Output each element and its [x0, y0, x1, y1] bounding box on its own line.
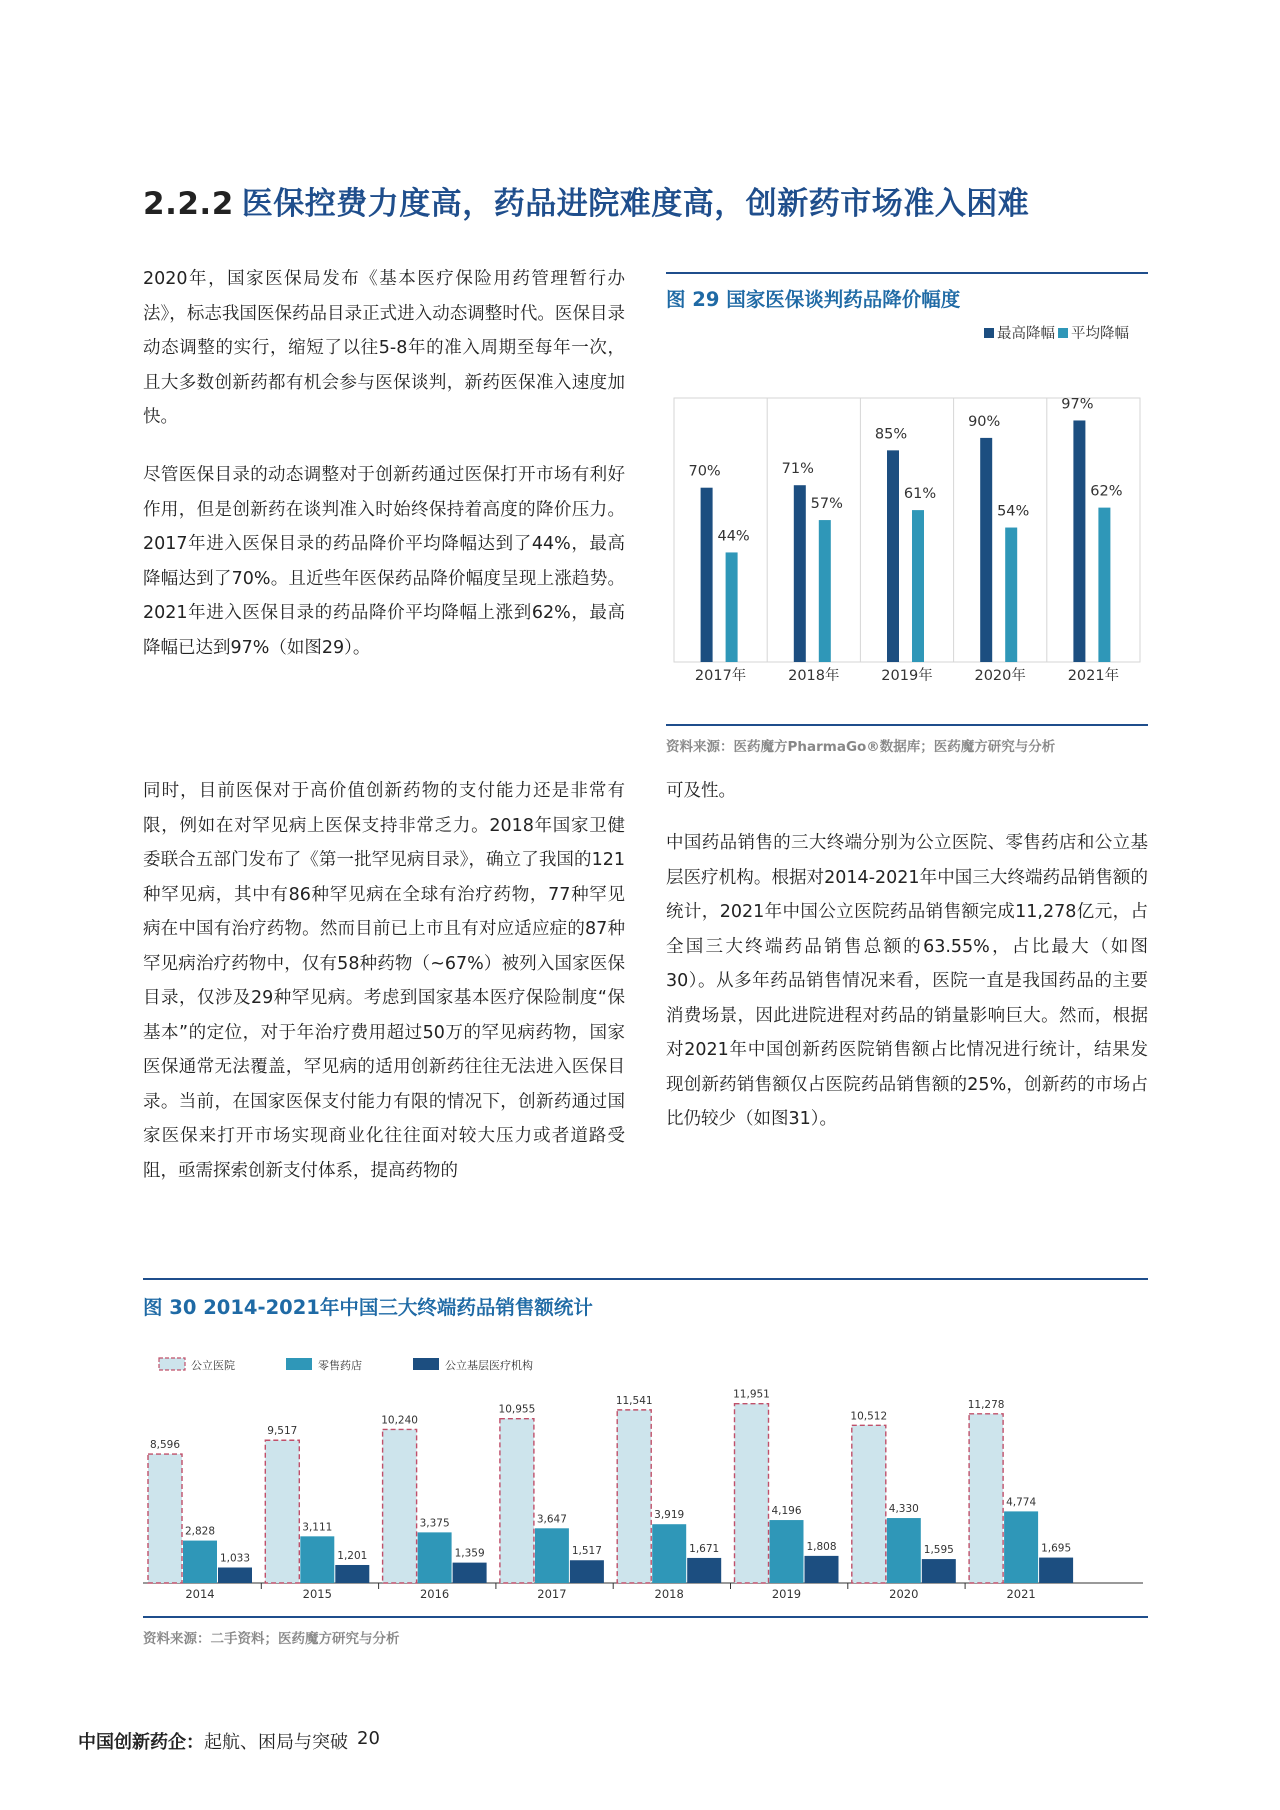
fig30-bar-grassroots — [335, 1565, 369, 1583]
fig29-data-label: 90% — [968, 413, 1001, 430]
fig30-data-label: 4,774 — [1006, 1496, 1037, 1509]
fig30-x-tick: 2014 — [185, 1587, 215, 1601]
fig30-legend-swatch-1 — [286, 1358, 312, 1370]
fig30-data-label: 3,375 — [419, 1517, 450, 1530]
fig29-bar-max — [980, 438, 992, 662]
fig30-bottom-rule — [143, 1616, 1148, 1618]
fig30-bar-hospital — [969, 1414, 1003, 1583]
fig30-bar-grassroots — [218, 1568, 252, 1583]
fig30-data-label: 4,330 — [888, 1503, 919, 1516]
section-title: 医保控费力度高，药品进院难度高，创新药市场准入困难 — [241, 186, 1030, 222]
fig29-legend-swatch-1 — [1058, 328, 1068, 338]
paragraph-1: 2020年，国家医保局发布《基本医疗保险用药管理暂行办法》，标志我国医保药品目录正式进入动态调整时代。医保目录动态调整的实行，缩短了以往5-8年的准入周期至每年一次，且大多数创新药都有机会参与医保谈判，新药医保准入速度加快。 — [143, 269, 625, 427]
fig29-data-label: 44% — [717, 528, 750, 545]
fig29-data-label: 62% — [1090, 483, 1123, 500]
paragraph-2: 尽管医保目录的动态调整对于创新药通过医保打开市场有利好作用，但是创新药在谈判准入时始终保持着高度的降价压力。2017年进入医保目录的药品降价平均降幅达到了44%，最高降幅达到了70%。且近些年医保药品降价幅度呈现上涨趋势。2021年进入医保目录的药品降价平均降幅上涨到62%，最高降幅已达到97%（如图29）。 — [143, 465, 625, 658]
fig30-x-tick: 2021 — [1006, 1587, 1036, 1601]
fig30-data-label: 1,808 — [806, 1540, 837, 1553]
section-number: 2.2.2 — [143, 186, 234, 222]
fig29-bottom-rule — [666, 724, 1148, 726]
fig30-data-label: 11,278 — [967, 1398, 1005, 1411]
fig29-bar-max — [794, 485, 806, 662]
fig30-data-label: 1,201 — [337, 1549, 368, 1562]
fig30-bar-hospital — [735, 1404, 769, 1583]
fig30-bar-retail — [770, 1520, 804, 1583]
fig30-bar-hospital — [617, 1410, 651, 1583]
fig30-x-tick: 2017 — [537, 1587, 567, 1601]
fig30-title: 图 30 2014-2021年中国三大终端药品销售额统计 — [143, 1296, 593, 1319]
fig30-data-label: 8,596 — [149, 1439, 181, 1452]
fig29-data-label: 97% — [1061, 396, 1094, 413]
fig30-bar-hospital — [383, 1429, 417, 1583]
fig30-x-tick: 2015 — [302, 1587, 332, 1601]
fig30-data-label: 1,671 — [689, 1542, 720, 1555]
fig30-data-label: 11,951 — [733, 1388, 770, 1401]
footer-title — [78, 1728, 348, 1754]
fig30-data-label: 1,595 — [923, 1544, 954, 1557]
footer-title-rest: 起航、困局与突破 — [204, 1732, 348, 1753]
fig29-data-label: 70% — [688, 463, 721, 480]
fig30-data-label: 3,111 — [302, 1521, 333, 1534]
fig30-x-tick: 2020 — [889, 1587, 919, 1601]
fig30-bar-hospital — [500, 1419, 534, 1583]
fig30-data-label: 2,828 — [184, 1525, 216, 1538]
fig29-legend-label-1: 平均降幅 — [1071, 326, 1129, 342]
fig29-legend-swatch-0 — [984, 328, 994, 338]
fig30-x-tick: 2019 — [771, 1587, 802, 1601]
fig30-top-rule — [143, 1278, 1148, 1280]
fig29-x-tick: 2020年 — [974, 668, 1026, 684]
fig30-bar-grassroots — [1039, 1558, 1073, 1583]
fig29-legend-label-0: 最高降幅 — [997, 326, 1055, 342]
fig29-data-label: 61% — [903, 486, 937, 503]
fig29-bar-avg — [1098, 508, 1110, 662]
fig30-bar-retail — [535, 1528, 569, 1583]
fig29-bar-avg — [726, 552, 738, 662]
fig30-data-label: 3,647 — [536, 1513, 567, 1526]
fig29-bar-avg — [1005, 528, 1017, 662]
fig30-bar-retail — [652, 1524, 686, 1583]
fig29-bar-max — [887, 450, 899, 662]
footer-title-bold: 中国创新药企： — [78, 1732, 204, 1753]
fig30-data-label: 1,359 — [454, 1547, 485, 1560]
fig29-data-label: 54% — [997, 503, 1030, 520]
fig30-data-label: 4,196 — [771, 1505, 802, 1518]
fig30-x-tick: 2018 — [654, 1587, 684, 1601]
fig30-data-label: 1,517 — [571, 1545, 602, 1558]
fig30-x-tick: 2016 — [419, 1587, 450, 1601]
fig30-bar-retail — [1004, 1511, 1038, 1583]
fig30-bar-grassroots — [805, 1556, 839, 1583]
fig30-data-label: 3,919 — [654, 1509, 685, 1522]
fig29-x-tick: 2019年 — [881, 668, 933, 684]
fig30-legend-swatch-0 — [159, 1358, 185, 1370]
paragraph-3: 同时，目前医保对于高价值创新药物的支付能力还是非常有限，例如在对罕见病上医保支持非常乏力。2018年国家卫健委联合五部门发布了《第一批罕见病目录》，确立了我国的121种罕见病，其中有86种罕见病在全球有治疗药物，77种罕见病在中国有治疗药物。然而目前已上市且有对应适应症的87种罕见病治疗药物中，仅有58种药物（~67%）被列入国家医保目录，仅涉及29种罕见病。考虑到国家基本医疗保险制度“保基本”的定位，对于年治疗费用超过50万的罕见病药物，国家医保通常无法覆盖，罕见病的适用创新药往往无法进入医保目录。当前，在国家医保支付能力有限的情况下，创新药通过国家医保来打开市场实现商业化往往面对较大压力或者道路受阻，亟需探索创新支付体系，提高药物的 — [143, 781, 625, 1181]
fig29-data-label: 57% — [810, 496, 843, 513]
fig29-data-label: 71% — [781, 461, 814, 478]
fig30-data-label: 10,512 — [850, 1410, 888, 1423]
fig30-data-label: 1,695 — [1041, 1542, 1072, 1555]
fig30-legend-label-2: 公立基层医疗机构 — [445, 1359, 533, 1372]
fig30-data-label: 10,240 — [381, 1414, 418, 1427]
fig30-bar-hospital — [265, 1440, 299, 1583]
fig30-bar-grassroots — [687, 1558, 721, 1583]
fig30-legend-label-1: 零售药店 — [318, 1359, 362, 1372]
fig29-chart — [666, 318, 1148, 718]
fig30-data-label: 11,541 — [615, 1394, 653, 1407]
fig30-bar-hospital — [852, 1425, 886, 1583]
fig30-bar-hospital — [148, 1454, 182, 1583]
fig30-bar-retail — [300, 1536, 334, 1583]
fig30-bar-retail — [887, 1518, 921, 1583]
fig29-source: 资料来源：医药魔方PharmaGo®数据库；医药魔方研究与分析 — [666, 739, 1056, 755]
fig30-bar-grassroots — [453, 1563, 487, 1583]
fig29-x-tick: 2021年 — [1067, 668, 1120, 684]
fig30-bar-grassroots — [570, 1560, 604, 1583]
fig30-legend-label-0: 公立医院 — [191, 1359, 235, 1372]
fig30-bar-retail — [418, 1532, 452, 1583]
fig29-top-rule — [666, 272, 1148, 274]
fig30-data-label: 1,033 — [219, 1552, 251, 1565]
fig29-bar-max — [701, 488, 713, 662]
fig30-data-label: 9,517 — [267, 1425, 298, 1438]
fig29-bar-max — [1073, 420, 1085, 662]
fig29-data-label: 85% — [874, 426, 908, 443]
fig29-x-tick: 2018年 — [788, 668, 840, 684]
fig29-title: 图 29 国家医保谈判药品降价幅度 — [666, 288, 961, 311]
fig30-data-label: 10,955 — [498, 1403, 536, 1416]
fig29-x-tick: 2017年 — [694, 668, 747, 684]
section-heading — [143, 178, 1029, 223]
fig30-bar-retail — [183, 1541, 217, 1583]
paragraph-5: 中国药品销售的三大终端分别为公立医院、零售药店和公立基层医疗机构。根据对2014-2021年中国三大终端药品销售额的统计，2021年中国公立医院药品销售额完成11,278亿元，占全国三大终端药品销售总额的63.55%，占比最大（如图30）。从多年药品销售情况来看，医院一直是我国药品的主要消费场景，因此进院进程对药品的销量影响巨大。然而，根据对2021年中国创新药医院销售额占比情况进行统计，结果发现创新药销售额仅占医院药品销售额的25%，创新药的市场占比仍较少（如图31）。 — [666, 833, 1148, 1129]
fig30-source: 资料来源：二手资料；医药魔方研究与分析 — [143, 1631, 400, 1647]
fig30-bar-grassroots — [922, 1559, 956, 1583]
fig29-bar-avg — [819, 520, 831, 662]
paragraph-4: 可及性。 — [666, 781, 736, 801]
fig29-bar-avg — [912, 510, 924, 662]
fig30-legend-swatch-2 — [413, 1358, 439, 1370]
page-number: 20 — [357, 1728, 380, 1749]
fig30-chart — [143, 1350, 1148, 1610]
